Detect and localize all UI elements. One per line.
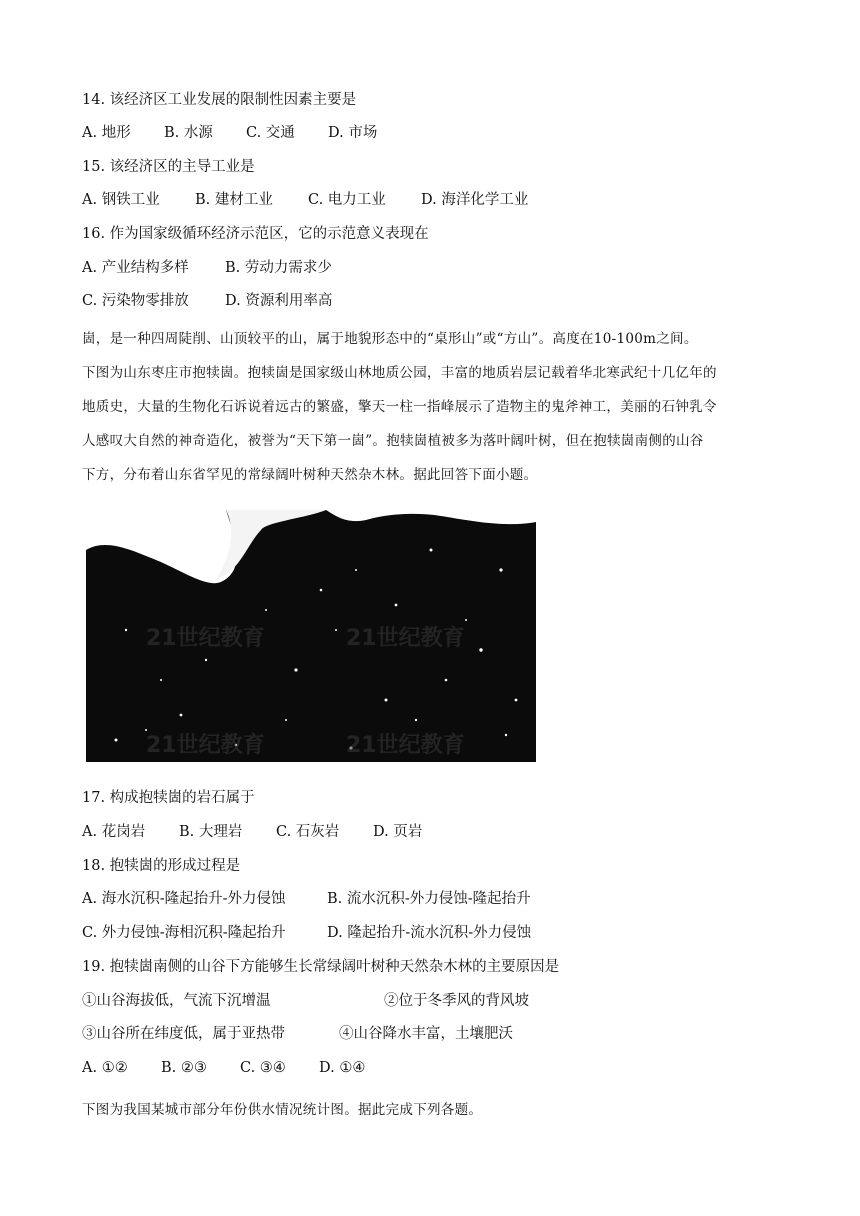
q19-statement-3: ③山谷所在纬度低，属于亚热带 (82, 1026, 285, 1042)
q16-option-d: D. 资源利用率高 (225, 293, 333, 309)
q16-stem: 16. 作为国家级循环经济示范区，它的示范意义表现在 (82, 226, 429, 242)
q19-statement-2: ②位于冬季风的背风坡 (384, 993, 529, 1009)
watermark-text: 21世纪教育 (146, 733, 265, 758)
q19-statement-1: ①山谷海拔低，气流下沉增温 (82, 993, 271, 1009)
q15-option-a: A. 钢铁工业 (82, 192, 160, 208)
q17-option-b: B. 大理岩 (179, 824, 243, 840)
q19-option-a: A. ①② (82, 1060, 128, 1076)
q19-option-c: C. ③④ (240, 1060, 286, 1076)
q16-option-a: A. 产业结构多样 (82, 260, 189, 276)
q14-option-b: B. 水源 (164, 125, 213, 141)
q15-option-c: C. 电力工业 (308, 192, 386, 208)
q19-statements-row2 (82, 1024, 513, 1044)
q19-stem: 19. 抱犊崮南侧的山谷下方能够生长常绿阔叶树种天然杂木林的主要原因是 (82, 959, 560, 975)
passage-line: 人感叹大自然的神奇造化，被誉为“天下第一崮”。抱犊崮植被多为落叶阔叶树，但在抱犊崮南侧的山谷 (82, 433, 704, 449)
q16-option-b: B. 劳动力需求少 (225, 260, 332, 276)
q15-option-d: D. 海洋化学工业 (421, 192, 529, 208)
q17-option-a: A. 花岗岩 (82, 824, 146, 840)
q18-options-row2 (82, 923, 531, 943)
q15-stem: 15. 该经济区的主导工业是 (82, 159, 255, 175)
q16-option-c: C. 污染物零排放 (82, 293, 189, 309)
passage-line: 下图为山东枣庄市抱犊崮。抱犊崮是国家级山林地质公园，丰富的地质岩层记载着华北寒武纪十几亿年的 (82, 365, 717, 381)
q18-option-b: B. 流水沉积-外力侵蚀-隆起抬升 (327, 891, 531, 907)
q19-statement-4: ④山谷降水丰富，土壤肥沃 (339, 1026, 513, 1042)
q14-option-c: C. 交通 (246, 125, 295, 141)
baodugu-photo (86, 510, 536, 762)
q14-option-d: D. 市场 (328, 125, 378, 141)
q14-options (82, 123, 377, 143)
watermark-text: 21世纪教育 (346, 626, 465, 651)
closing-text: 下图为我国某城市部分年份供水情况统计图。据此完成下列各题。 (82, 1102, 483, 1118)
q14-stem: 14. 该经济区工业发展的限制性因素主要是 (82, 92, 357, 108)
q19-options (82, 1058, 365, 1078)
passage-line: 崮，是一种四周陡削、山顶较平的山，属于地貌形态中的“桌形山”或“方山”。高度在10-100m之间。 (82, 331, 698, 347)
q18-option-c: C. 外力侵蚀-海相沉积-隆起抬升 (82, 925, 286, 941)
q17-option-d: D. 页岩 (373, 824, 423, 840)
q19-option-d: D. ①④ (319, 1060, 366, 1076)
q18-options-row1 (82, 889, 531, 909)
q15-option-b: B. 建材工业 (195, 192, 273, 208)
q17-options (82, 822, 422, 842)
passage (82, 322, 782, 492)
q17-option-c: C. 石灰岩 (276, 824, 340, 840)
q16-options-row1 (82, 258, 332, 278)
passage-line: 下方，分布着山东省罕见的常绿阔叶树种天然杂木林。据此回答下面小题。 (82, 467, 538, 483)
passage-line: 地质史，大量的生物化石诉说着远古的繁盛，擎天一柱一指峰展示了造物主的鬼斧神工，美丽的石钟乳令 (82, 399, 717, 415)
watermark-text: 21世纪教育 (146, 626, 265, 651)
q19-statements-row1 (82, 991, 529, 1011)
q15-options (82, 190, 528, 210)
q18-option-d: D. 隆起抬升-流水沉积-外力侵蚀 (327, 925, 532, 941)
q17-stem: 17. 构成抱犊崮的岩石属于 (82, 790, 255, 806)
q19-option-b: B. ②③ (161, 1060, 207, 1076)
q18-stem: 18. 抱犊崮的形成过程是 (82, 858, 241, 874)
q18-option-a: A. 海水沉积-隆起抬升-外力侵蚀 (82, 891, 286, 907)
q14-option-a: A. 地形 (82, 125, 131, 141)
q16-options-row2 (82, 291, 332, 311)
watermark-text: 21世纪教育 (346, 733, 465, 758)
